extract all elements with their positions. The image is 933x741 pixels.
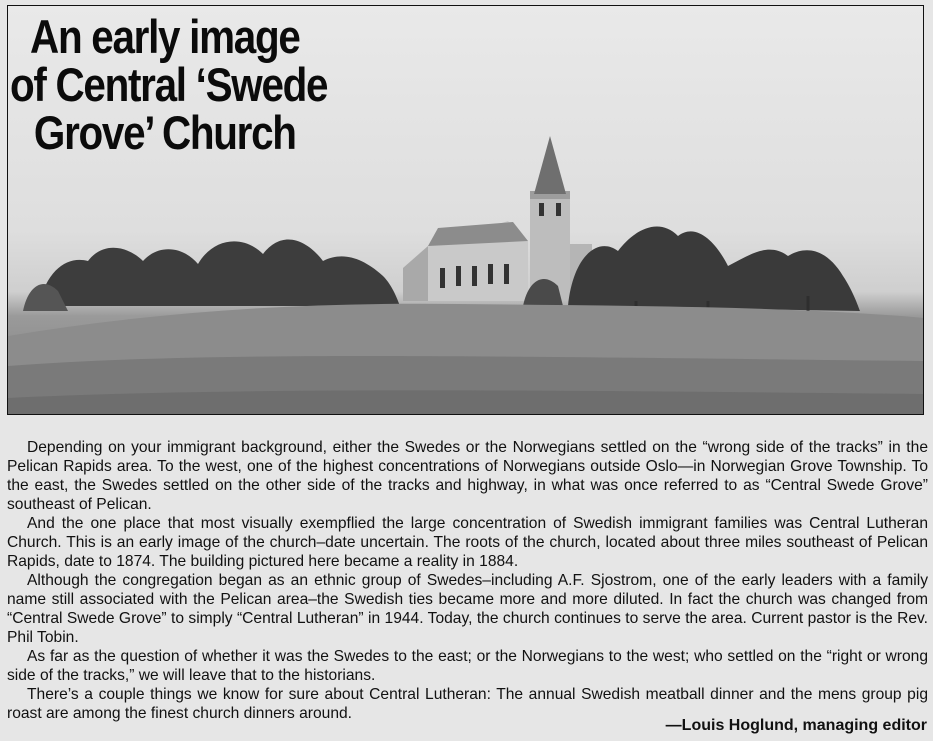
- article-body: [7, 438, 928, 723]
- article-paragraph: And the one place that most visually exempflied the large concentration of Swedish immigrant families was Central Lutheran Church. This is an early image of the church–date uncertain. The roots of the church, located about three miles southeast of Pelican Rapids, date to 1874. The building pictured here became a reality in 1884.: [7, 515, 928, 570]
- article-paragraph: Although the congregation began as an ethnic group of Swedes–including A.F. Sjostrom, one of the early leaders with a family name still associated with the Pelican area–the Swedish ties became more and more diluted. In fact the church was changed from “Central Swede Grove” to simply “Central Lutheran” in 1944. Today, the church continues to serve the area. Current pastor is the Rev. Phil Tobin.: [7, 572, 928, 646]
- byline: —Louis Hoglund, managing editor: [665, 717, 927, 734]
- headline-line-1: An early image: [30, 10, 300, 63]
- article-paragraph: Depending on your immigrant background, either the Swedes or the Norwegians settled on the “wrong side of the tracks” in the Pelican Rapids area. To the west, one of the highest concentrations of Norwegians outside Oslo—in Norwegian Grove Township. To the east, the Swedes settled on the other side of the tracks and highway, in what was once referred to as “Central Swede Grove” southeast of Pelican.: [7, 439, 928, 513]
- headline-line-2: of Central ‘Swede: [10, 58, 328, 111]
- article-paragraph: As far as the question of whether it was the Swedes to the east; or the Norwegians to the west; who settled on the “right or wrong side of the tracks,” we will leave that to the historians.: [7, 648, 928, 684]
- headline: [10, 10, 328, 159]
- headline-line-3: Grove’ Church: [33, 106, 296, 159]
- article-paragraph: There’s a couple things we know for sure about Central Lutheran: The annual Swedish meatball dinner and the mens group pig roast are among the finest church dinners around.: [7, 686, 928, 722]
